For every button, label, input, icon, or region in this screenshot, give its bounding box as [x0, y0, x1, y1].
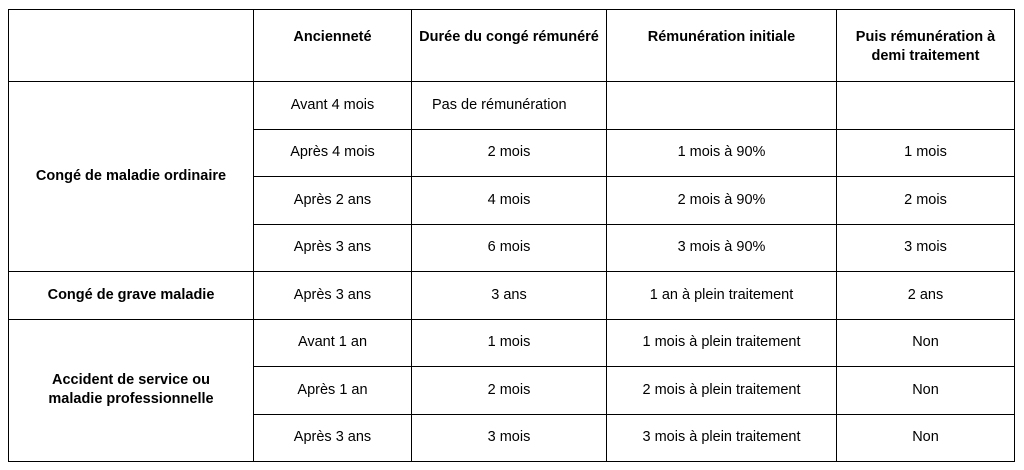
cell-remuneration: 1 an à plein traitement [607, 272, 837, 320]
cell-anciennete: Après 3 ans [254, 414, 412, 462]
header-remuneration-initiale: Rémunération initiale [607, 10, 837, 82]
cell-remuneration: 2 mois à 90% [607, 177, 837, 225]
cell-demi-traitement [837, 82, 1015, 130]
cell-remuneration: 2 mois à plein traitement [607, 367, 837, 415]
header-demi-traitement: Puis rémunération à demi traitement [837, 10, 1015, 82]
cell-anciennete: Après 3 ans [254, 272, 412, 320]
cell-anciennete: Après 1 an [254, 367, 412, 415]
cell-anciennete: Après 3 ans [254, 224, 412, 272]
cell-demi-traitement: 1 mois [837, 129, 1015, 177]
header-duree: Durée du congé rémunéré [412, 10, 607, 82]
cell-duree: 3 mois [412, 414, 607, 462]
cell-remuneration: 1 mois à plein traitement [607, 319, 837, 367]
cell-anciennete: Avant 4 mois [254, 82, 412, 130]
cell-duree: 3 ans [412, 272, 607, 320]
category-cell [9, 319, 254, 462]
table-row [9, 82, 1015, 130]
header-empty [9, 10, 254, 82]
category-label: Accident de service ou maladie professionnelle [48, 372, 214, 408]
cell-duree: 2 mois [412, 129, 607, 177]
cell-anciennete: Après 2 ans [254, 177, 412, 225]
cell-demi-traitement: 3 mois [837, 224, 1015, 272]
cell-duree: 6 mois [412, 224, 607, 272]
header-row [9, 10, 1015, 82]
table-row [9, 272, 1015, 320]
cell-duree: Pas de rémunération [412, 82, 607, 130]
cell-anciennete: Après 4 mois [254, 129, 412, 177]
cell-duree: 2 mois [412, 367, 607, 415]
category-cell: Congé de maladie ordinaire [9, 82, 254, 272]
cell-remuneration [607, 82, 837, 130]
cell-remuneration: 3 mois à plein traitement [607, 414, 837, 462]
cell-demi-traitement: 2 mois [837, 177, 1015, 225]
cell-remuneration: 1 mois à 90% [607, 129, 837, 177]
cell-demi-traitement: Non [837, 367, 1015, 415]
category-cell: Congé de grave maladie [9, 272, 254, 320]
cell-anciennete: Avant 1 an [254, 319, 412, 367]
cell-duree: 1 mois [412, 319, 607, 367]
cell-demi-traitement: Non [837, 414, 1015, 462]
cell-duree: 4 mois [412, 177, 607, 225]
header-anciennete: Ancienneté [254, 10, 412, 82]
cell-demi-traitement: Non [837, 319, 1015, 367]
leave-table [8, 9, 1015, 462]
cell-remuneration: 3 mois à 90% [607, 224, 837, 272]
cell-demi-traitement: 2 ans [837, 272, 1015, 320]
table-row [9, 319, 1015, 367]
